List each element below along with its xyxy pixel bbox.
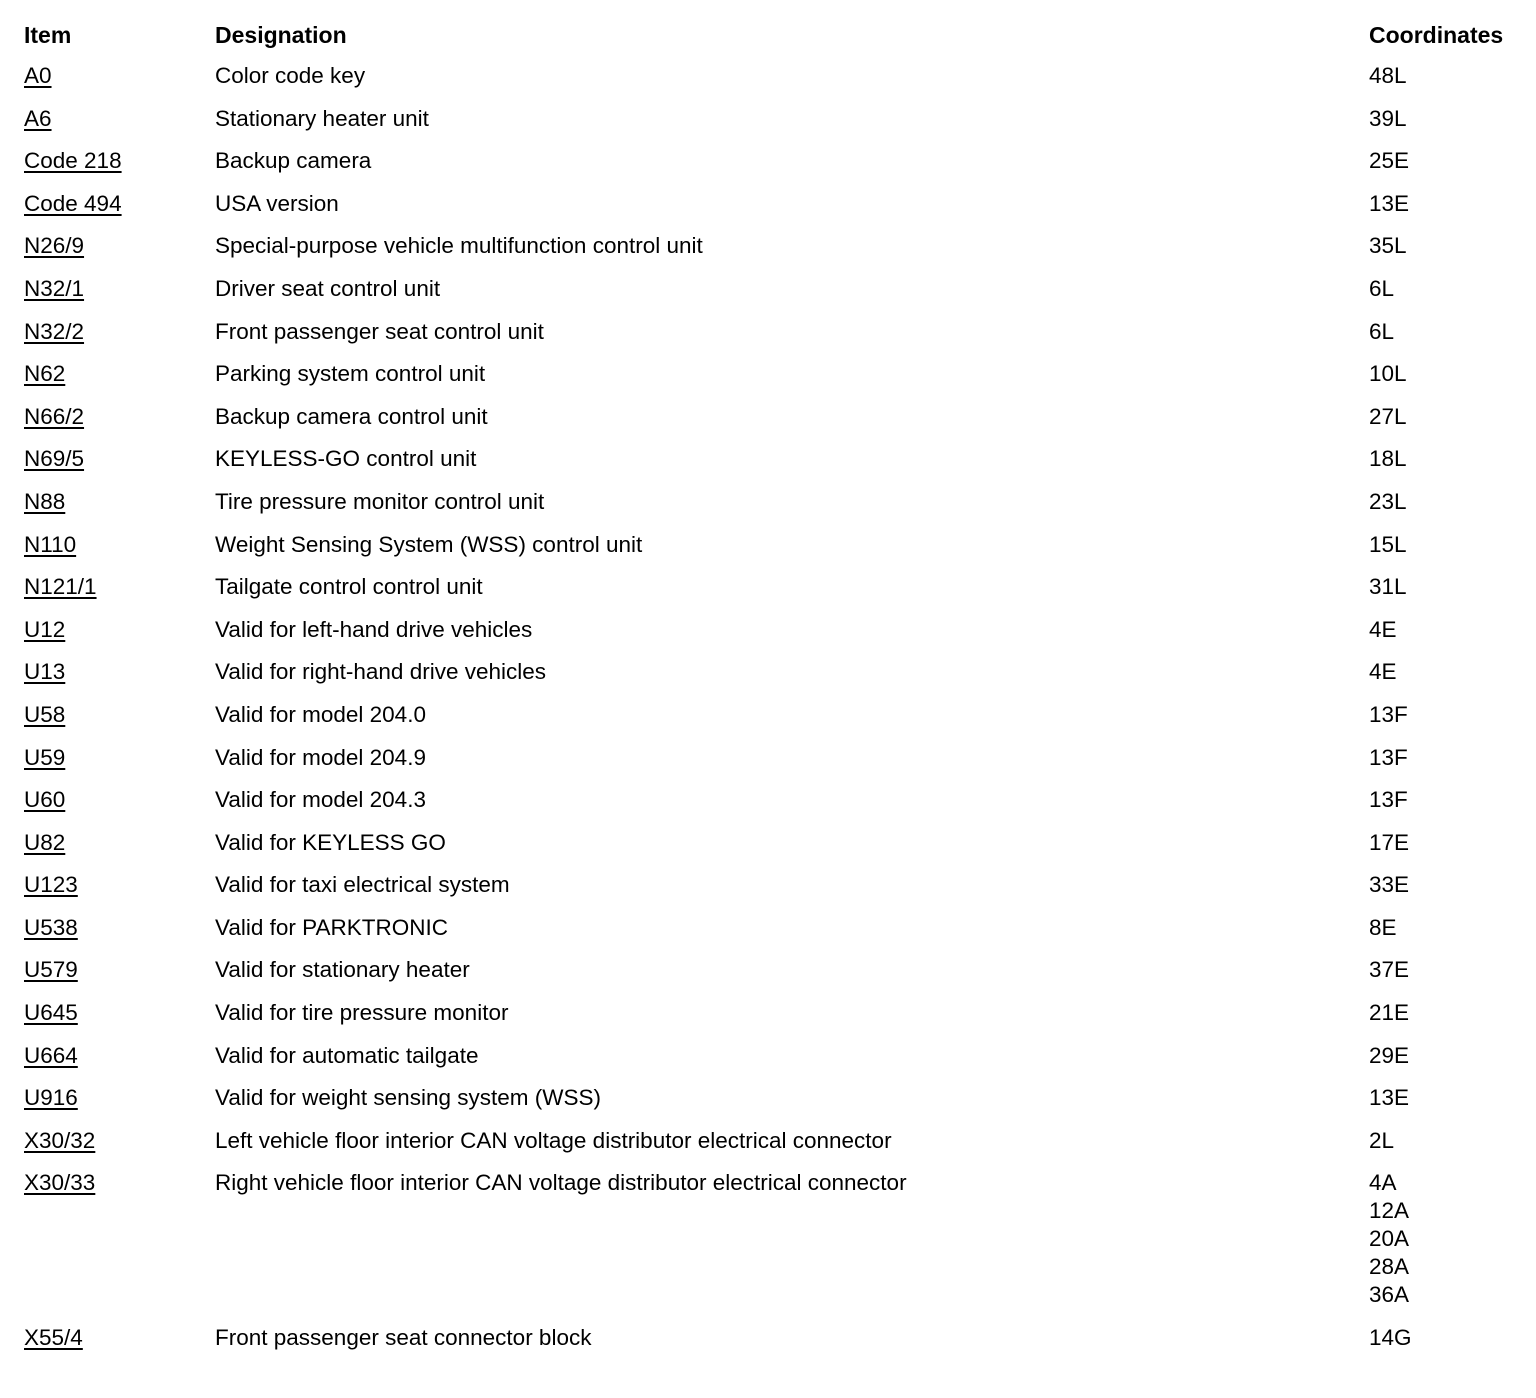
table-row <box>0 616 1536 659</box>
coordinates-cell <box>1369 786 1408 814</box>
designation-text: Valid for tire pressure monitor <box>215 1000 509 1026</box>
coordinates-cell <box>1369 1127 1394 1155</box>
table-row <box>0 1042 1536 1085</box>
item-link[interactable]: N88 <box>24 488 66 514</box>
coordinate-value: 21E <box>1369 1000 1410 1026</box>
coordinates-cell <box>1369 275 1394 303</box>
coordinates-cell <box>1369 701 1408 729</box>
coordinates-cell <box>1369 956 1409 984</box>
table-row <box>0 956 1536 999</box>
table-row <box>0 105 1536 148</box>
table-row <box>0 1127 1536 1170</box>
table-row <box>0 147 1536 190</box>
table-row <box>0 701 1536 744</box>
table-row <box>0 1084 1536 1127</box>
designation-text: Backup camera <box>215 148 372 174</box>
coordinates-cell <box>1369 488 1407 516</box>
table-row <box>0 403 1536 446</box>
header-item: Item <box>24 22 72 48</box>
coordinates-cell <box>1369 403 1407 431</box>
table-row <box>0 1324 1536 1367</box>
designation-text: Valid for taxi electrical system <box>215 872 510 898</box>
table-row <box>0 829 1536 872</box>
coordinate-value: 18L <box>1369 446 1407 472</box>
designation-text: Valid for model 204.3 <box>215 787 426 813</box>
coordinate-value: 25E <box>1369 148 1410 174</box>
item-link[interactable]: N121/1 <box>24 574 97 600</box>
designation-text: Valid for model 204.0 <box>215 701 426 727</box>
coordinates-cell <box>1369 914 1397 942</box>
coordinate-value: 6L <box>1369 318 1395 344</box>
coordinates-cell <box>1369 616 1397 644</box>
coordinate-value: 4E <box>1369 659 1397 685</box>
coordinates-cell <box>1369 1324 1412 1352</box>
table-row <box>0 786 1536 829</box>
table-row <box>0 658 1536 701</box>
designation-text: Valid for weight sensing system (WSS) <box>215 1085 601 1111</box>
item-link[interactable]: U12 <box>24 616 66 642</box>
item-link[interactable]: X55/4 <box>24 1325 83 1351</box>
coordinate-value: 13E <box>1369 190 1410 216</box>
item-link[interactable]: U538 <box>24 914 78 940</box>
coordinates-cell <box>1369 829 1409 857</box>
item-link[interactable]: Code 494 <box>24 190 122 216</box>
coordinate-value: 48L <box>1369 63 1407 88</box>
coordinate-value: 35L <box>1369 233 1407 259</box>
coordinate-value: 23L <box>1369 488 1407 514</box>
item-link[interactable]: N110 <box>24 531 77 557</box>
item-link[interactable]: X30/32 <box>24 1127 96 1153</box>
coordinate-value: 17E <box>1369 829 1410 855</box>
table-row <box>0 914 1536 957</box>
coordinates-cell <box>1369 1084 1409 1112</box>
coordinate-value: 33E <box>1369 872 1410 898</box>
coordinate-value: 15L <box>1369 531 1407 557</box>
designation-text: Front passenger seat connector block <box>215 1325 592 1351</box>
coordinate-value: 20A <box>1369 1226 1410 1252</box>
coordinate-value: 13F <box>1369 787 1408 813</box>
designation-text: Valid for left-hand drive vehicles <box>215 616 533 642</box>
item-link[interactable]: X30/33 <box>24 1170 96 1196</box>
coordinate-value: 36A <box>1369 1282 1410 1308</box>
designation-text: USA version <box>215 190 339 216</box>
header-coordinates: Coordinates <box>1369 22 1504 48</box>
table-header-row <box>0 22 1536 52</box>
coordinates-cell <box>1369 658 1397 686</box>
designation-text: Valid for right-hand drive vehicles <box>215 659 546 685</box>
coordinate-value: 13F <box>1369 701 1408 727</box>
designation-text: Tire pressure monitor control unit <box>215 488 545 514</box>
coordinate-value: 8E <box>1369 914 1397 940</box>
designation-text: Parking system control unit <box>215 361 486 387</box>
table-row <box>0 871 1536 914</box>
designation-text: Valid for stationary heater <box>215 957 470 983</box>
designation-text: Stationary heater unit <box>215 105 429 131</box>
coordinates-cell <box>1369 1169 1409 1309</box>
designation-text: Color code key <box>215 63 366 88</box>
designation-text: Valid for KEYLESS GO <box>215 829 446 855</box>
coordinate-value: 13E <box>1369 1085 1410 1111</box>
coordinates-cell <box>1369 360 1407 388</box>
item-link[interactable]: U82 <box>24 829 66 855</box>
coordinate-value: 6L <box>1369 275 1395 301</box>
designation-text: Front passenger seat control unit <box>215 318 544 344</box>
coordinate-value: 2L <box>1369 1127 1395 1153</box>
item-link[interactable]: U58 <box>24 701 66 727</box>
coordinate-value: 27L <box>1369 403 1407 429</box>
coordinates-cell <box>1369 105 1407 133</box>
item-link[interactable]: U13 <box>24 659 66 685</box>
designation-text: Right vehicle floor interior CAN voltage distributor electrical connector <box>215 1170 907 1196</box>
coordinates-cell <box>1369 871 1409 899</box>
item-link[interactable]: U60 <box>24 787 66 813</box>
item-link[interactable]: A6 <box>24 105 52 131</box>
table-row <box>0 488 1536 531</box>
item-link[interactable]: N62 <box>24 361 66 387</box>
coordinates-cell <box>1369 62 1407 90</box>
coordinate-value: 14G <box>1369 1325 1412 1351</box>
table-body <box>0 62 1536 1367</box>
coordinates-cell <box>1369 573 1407 601</box>
item-link[interactable]: N32/2 <box>24 318 85 344</box>
designation-text: Special-purpose vehicle multifunction control unit <box>215 233 703 259</box>
table-row <box>0 999 1536 1042</box>
item-link[interactable]: A0 <box>24 63 52 88</box>
designation-text: Left vehicle floor interior CAN voltage distributor electrical connector <box>215 1127 892 1153</box>
designation-text: Valid for automatic tailgate <box>215 1042 479 1068</box>
coordinate-value: 10L <box>1369 361 1407 387</box>
table-row <box>0 531 1536 574</box>
coordinate-value: 29E <box>1369 1042 1410 1068</box>
designation-text: Backup camera control unit <box>215 403 488 429</box>
table-row <box>0 445 1536 488</box>
table-row <box>0 1169 1536 1324</box>
coordinates-cell <box>1369 318 1394 346</box>
item-link[interactable]: Code 218 <box>24 148 122 174</box>
item-link[interactable]: N26/9 <box>24 233 85 259</box>
table-row <box>0 573 1536 616</box>
coordinates-cell <box>1369 232 1407 260</box>
header-designation: Designation <box>215 22 347 48</box>
table-row <box>0 190 1536 233</box>
item-link[interactable]: U123 <box>24 872 78 898</box>
coordinates-cell <box>1369 744 1408 772</box>
item-link[interactable]: N32/1 <box>24 275 85 301</box>
designation-text: Valid for model 204.9 <box>215 744 426 770</box>
table-row <box>0 318 1536 361</box>
coordinates-cell <box>1369 445 1407 473</box>
designation-text: Valid for PARKTRONIC <box>215 914 448 940</box>
coordinate-value: 13F <box>1369 744 1408 770</box>
coordinate-value: 28A <box>1369 1254 1410 1280</box>
designation-text: Tailgate control control unit <box>215 574 483 600</box>
coordinate-value: 39L <box>1369 105 1407 131</box>
table-row <box>0 232 1536 275</box>
coordinate-value: 37E <box>1369 957 1410 983</box>
table-row <box>0 275 1536 318</box>
item-link[interactable]: N66/2 <box>24 403 85 429</box>
table-row <box>0 360 1536 403</box>
item-link[interactable]: U664 <box>24 1042 78 1068</box>
coordinates-cell <box>1369 531 1407 559</box>
item-link[interactable]: U916 <box>24 1085 78 1111</box>
item-link[interactable]: U645 <box>24 1000 78 1026</box>
designation-text: Weight Sensing System (WSS) control unit <box>215 531 643 557</box>
item-link[interactable]: U579 <box>24 957 78 983</box>
coordinate-value: 4A <box>1369 1170 1397 1196</box>
item-link[interactable]: U59 <box>24 744 66 770</box>
item-link[interactable]: N69/5 <box>24 446 85 472</box>
coordinates-cell <box>1369 999 1409 1027</box>
coordinate-value: 12A <box>1369 1198 1410 1224</box>
coordinate-value: 4E <box>1369 616 1397 642</box>
coordinate-value: 31L <box>1369 574 1407 600</box>
table-row <box>0 62 1536 105</box>
designation-text: KEYLESS-GO control unit <box>215 446 477 472</box>
table-row <box>0 744 1536 787</box>
coordinates-cell <box>1369 190 1409 218</box>
coordinates-cell <box>1369 1042 1409 1070</box>
coordinates-cell <box>1369 147 1409 175</box>
designation-text: Driver seat control unit <box>215 275 441 301</box>
